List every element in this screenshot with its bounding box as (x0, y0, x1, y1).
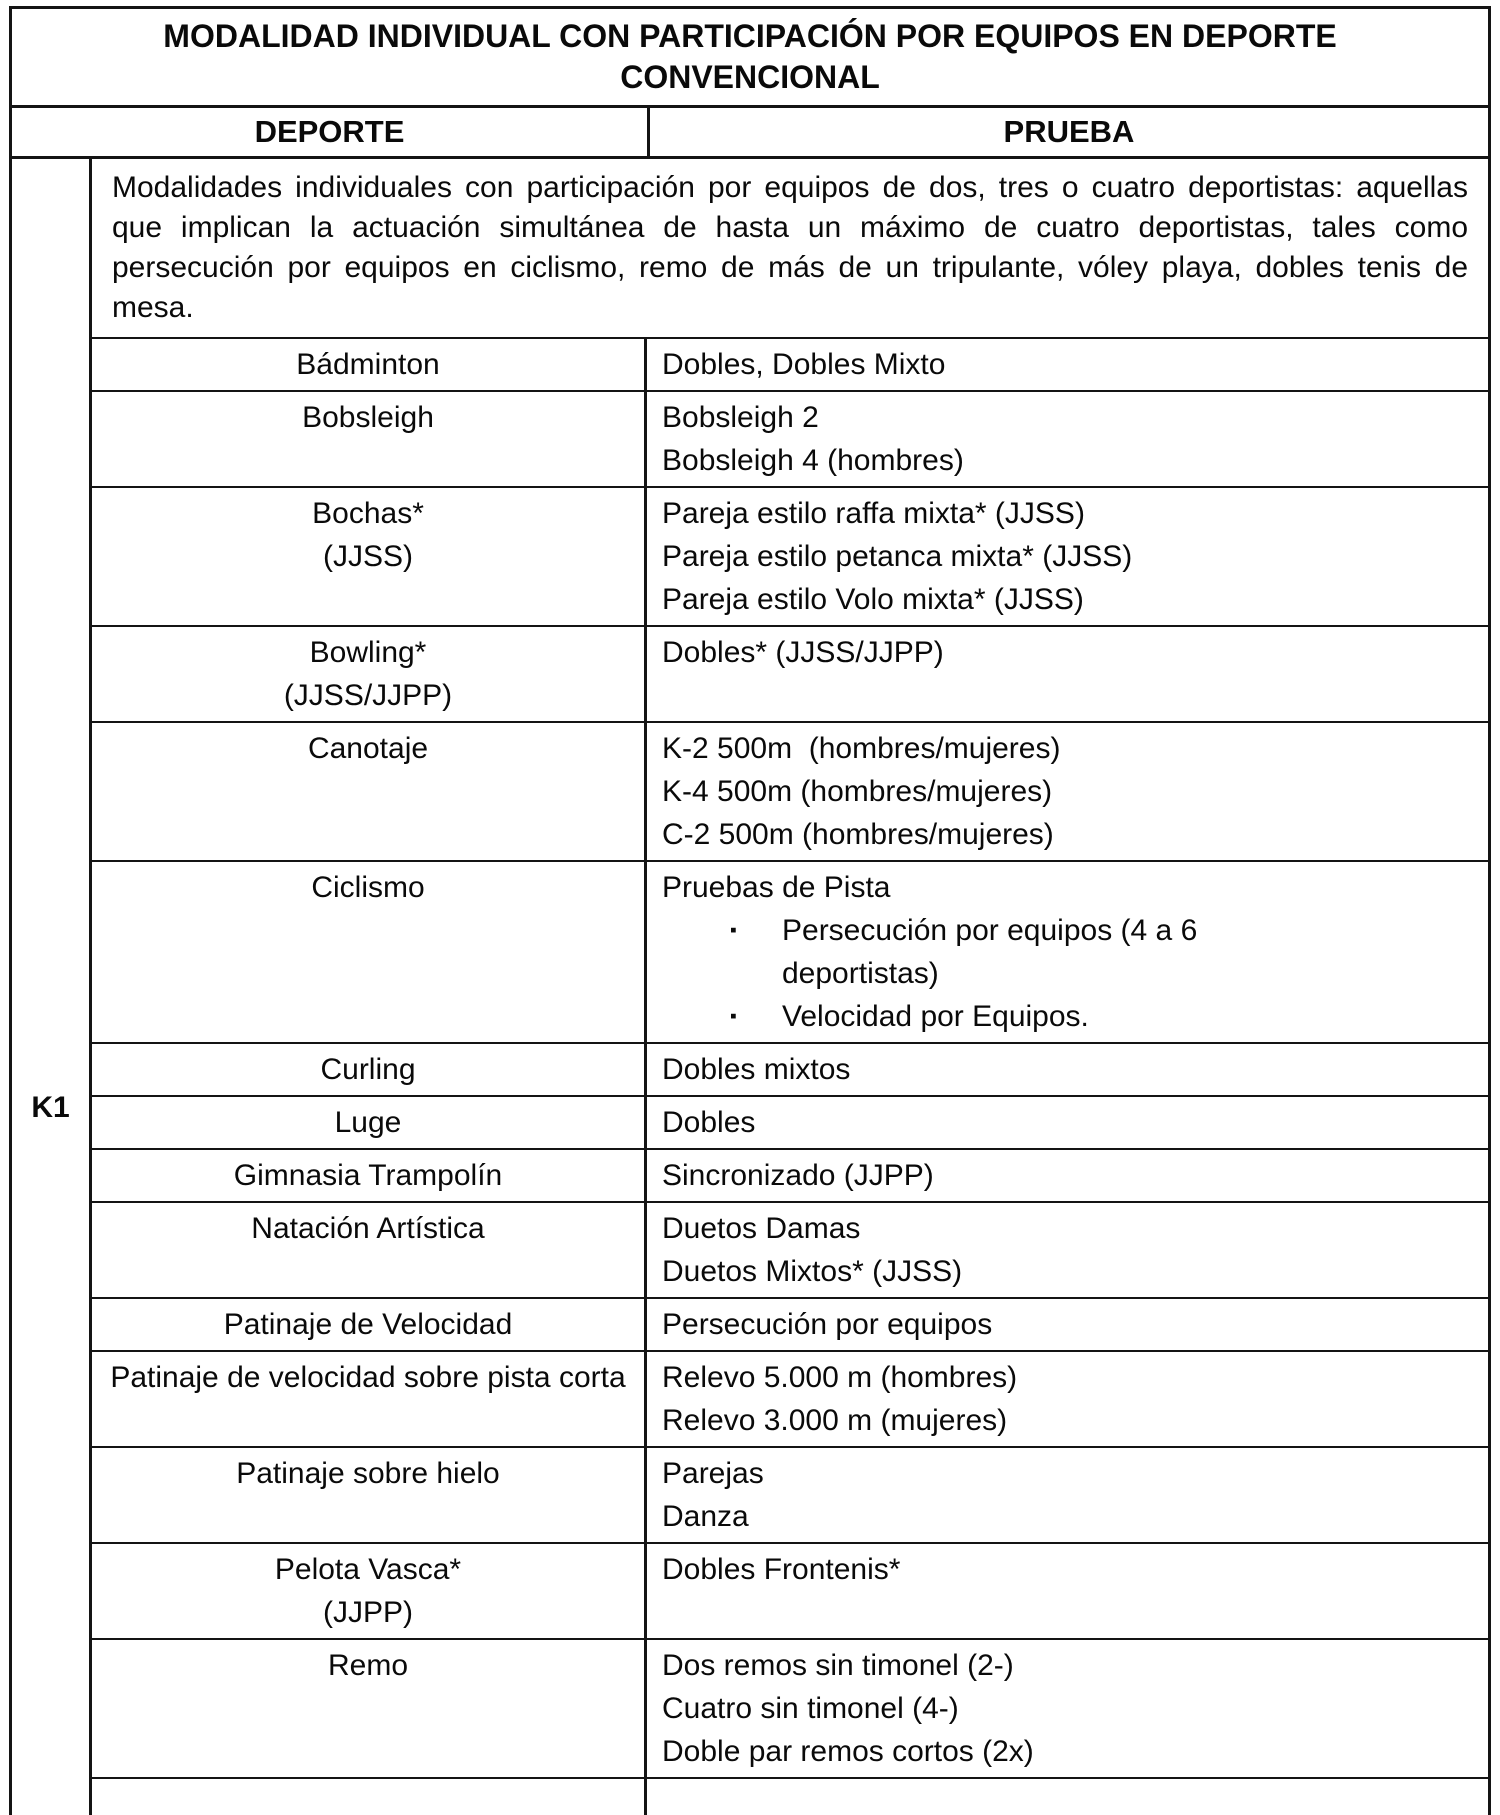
rows-container (92, 337, 1488, 1777)
prueba-cell (647, 1640, 1488, 1777)
prueba-cell (647, 488, 1488, 625)
prueba-bullet-line (662, 995, 1478, 1038)
bullet-icon: ▪ (730, 1006, 737, 1027)
prueba-cell (647, 723, 1488, 860)
table-row (92, 486, 1488, 625)
deporte-line: (JJSS/JJPP) (283, 679, 453, 712)
prueba-line: K-4 500m (hombres/mujeres) (662, 775, 1053, 808)
deporte-cell (92, 1044, 647, 1095)
bullet-icon: ▪ (730, 920, 737, 941)
row-group-label: K1 (12, 159, 92, 1815)
prueba-cell (647, 1097, 1488, 1148)
deporte-line: Bádminton (296, 348, 440, 381)
table-row (92, 1297, 1488, 1350)
prueba-line: Sincronizado (JJPP) (662, 1159, 934, 1192)
prueba-line: K-2 500m (hombres/mujeres) (662, 732, 1061, 765)
table-title: MODALIDAD INDIVIDUAL CON PARTICIPACIÓN POR EQUIPOS EN DEPORTE CONVENCIONAL (12, 9, 1488, 108)
partial-deporte-cell (92, 1779, 647, 1815)
prueba-line: Pareja estilo petanca mixta* (JJSS) (662, 540, 1133, 573)
prueba-line: Duetos Mixtos* (JJSS) (662, 1255, 963, 1288)
table-content (92, 159, 1488, 1815)
table-row (92, 1095, 1488, 1148)
prueba-line: Dobles, Dobles Mixto (662, 348, 946, 381)
deporte-cell (92, 392, 647, 486)
deporte-line: Bochas* (312, 497, 424, 530)
deporte-line: Natación Artística (251, 1212, 485, 1245)
table-body (12, 159, 1488, 1815)
table-row (92, 721, 1488, 860)
table-row (92, 1542, 1488, 1638)
prueba-line: Persecución por equipos (662, 1308, 993, 1341)
prueba-line: Dobles* (JJSS/JJPP) (662, 636, 944, 669)
deporte-line: Gimnasia Trampolín (233, 1159, 503, 1192)
table-header-row (12, 108, 1488, 159)
intro-paragraph: Modalidades individuales con participación por equipos de dos, tres o cuatro deportistas: aquellas que implican la actuación simultánea de hasta un máximo de cuatro deportistas, tales como persecución por equipos en ciclismo, remo de más de un tripulante, vóley playa, dobles tenis de mesa. (112, 171, 1468, 324)
table-row (92, 860, 1488, 1042)
deporte-line: (JJSS) (323, 540, 413, 573)
prueba-cell (647, 339, 1488, 390)
prueba-cell (647, 1203, 1488, 1297)
deporte-cell (92, 1544, 647, 1638)
deporte-line: Remo (327, 1649, 409, 1682)
deporte-line: Patinaje de Velocidad (223, 1308, 513, 1341)
deporte-cell (92, 627, 647, 721)
table-row (92, 337, 1488, 390)
table-row (92, 1446, 1488, 1542)
prueba-cell (647, 1299, 1488, 1350)
deporte-cell (92, 1299, 647, 1350)
modality-table (9, 6, 1491, 1815)
deporte-line: Patinaje de velocidad sobre pista corta (110, 1361, 626, 1394)
prueba-cell (647, 1544, 1488, 1638)
prueba-line-text: Velocidad por Equipos. (782, 1000, 1089, 1033)
prueba-cell (647, 1448, 1488, 1542)
table-row (92, 1638, 1488, 1777)
prueba-cell (647, 392, 1488, 486)
prueba-cell (647, 1352, 1488, 1446)
prueba-column-header: PRUEBA (1003, 114, 1135, 149)
table-row (92, 1042, 1488, 1095)
deporte-column-header: DEPORTE (12, 108, 650, 156)
deporte-line: Luge (334, 1106, 402, 1139)
prueba-line: Pareja estilo Volo mixta* (JJSS) (662, 583, 1084, 616)
prueba-line: C-2 500m (hombres/mujeres) (662, 818, 1054, 851)
prueba-line: Relevo 3.000 m (mujeres) (662, 1404, 1008, 1437)
deporte-line: Bobsleigh (302, 401, 434, 434)
deporte-cell (92, 1448, 647, 1542)
deporte-cell (92, 1097, 647, 1148)
prueba-cell (647, 627, 1488, 721)
table-row (92, 1350, 1488, 1446)
prueba-line: Pareja estilo raffa mixta* (JJSS) (662, 497, 1085, 530)
deporte-line: Ciclismo (311, 871, 425, 904)
deporte-cell (92, 488, 647, 625)
prueba-line: Cuatro sin timonel (4-) (662, 1692, 959, 1725)
prueba-bullet-line (662, 909, 1478, 995)
deporte-cell (92, 339, 647, 390)
partial-row (92, 1777, 1488, 1815)
deporte-cell (92, 1640, 647, 1777)
prueba-line: Dobles mixtos (662, 1053, 851, 1086)
table-row (92, 625, 1488, 721)
deporte-line: Bowling* (309, 636, 427, 669)
deporte-cell (92, 1203, 647, 1297)
table-row (92, 1148, 1488, 1201)
prueba-line: Parejas (662, 1457, 764, 1490)
prueba-cell (647, 1044, 1488, 1095)
prueba-line: Relevo 5.000 m (hombres) (662, 1361, 1018, 1394)
deporte-line: Canotaje (307, 732, 429, 765)
prueba-cell (647, 1150, 1488, 1201)
deporte-cell (92, 862, 647, 1042)
deporte-line: (JJPP) (323, 1596, 413, 1629)
prueba-line: Bobsleigh 2 (662, 401, 819, 434)
table-row (92, 1201, 1488, 1297)
deporte-line: Curling (320, 1053, 416, 1086)
prueba-line: Dos remos sin timonel (2-) (662, 1649, 1014, 1682)
prueba-line-text: Persecución por equipos (4 a 6 deportistas) (782, 914, 1198, 990)
prueba-line: Dobles Frontenis* (662, 1553, 901, 1586)
prueba-line: Danza (662, 1500, 749, 1533)
prueba-line: Doble par remos cortos (2x) (662, 1735, 1034, 1768)
deporte-cell (92, 1150, 647, 1201)
deporte-line: Patinaje sobre hielo (236, 1457, 500, 1490)
prueba-line: Bobsleigh 4 (hombres) (662, 444, 964, 477)
prueba-line: Pruebas de Pista (662, 871, 891, 904)
prueba-cell (647, 862, 1488, 1042)
table-row (92, 390, 1488, 486)
deporte-cell (92, 1352, 647, 1446)
prueba-line: Dobles (662, 1106, 756, 1139)
deporte-cell (92, 723, 647, 860)
prueba-line: Duetos Damas (662, 1212, 861, 1245)
partial-prueba-cell (647, 1779, 1488, 1815)
deporte-line: Pelota Vasca* (274, 1553, 462, 1586)
